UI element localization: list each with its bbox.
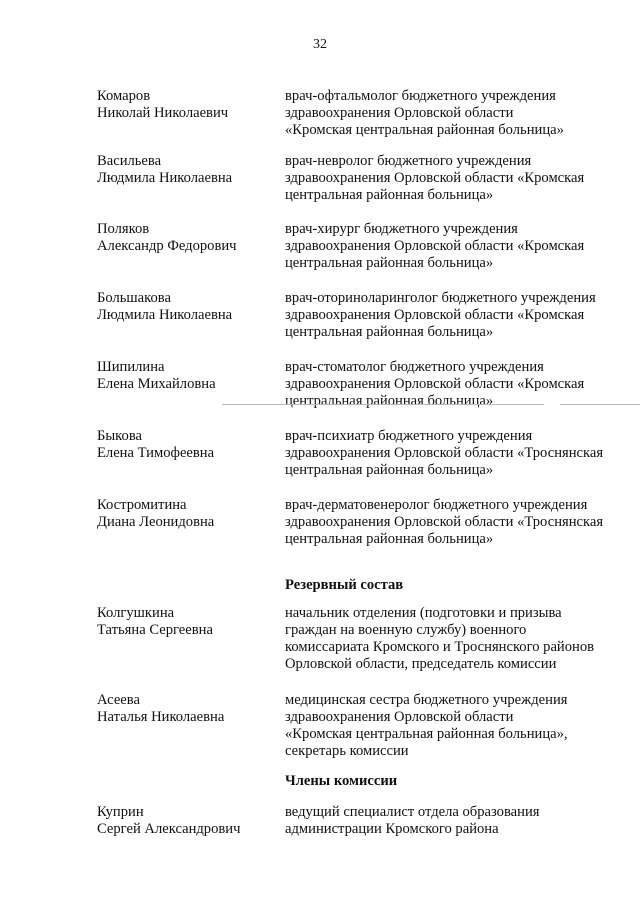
member-name [97, 497, 277, 531]
member-position [285, 605, 625, 673]
member-given-names: Татьяна Сергеевна [97, 622, 213, 638]
position-line: здравоохранения Орловской области [285, 105, 514, 121]
position-line: медицинская сестра бюджетного учреждения [285, 692, 568, 708]
member-position [285, 153, 625, 204]
member-name [97, 428, 277, 462]
position-line: врач-невролог бюджетного учреждения [285, 153, 532, 169]
member-surname: Асеева [97, 692, 140, 708]
member-given-names: Сергей Александрович [97, 821, 241, 837]
position-line: здравоохранения Орловской области «Кромская [285, 170, 585, 186]
member-given-names: Николай Николаевич [97, 105, 229, 121]
member-position [285, 359, 625, 410]
member-name [97, 290, 277, 324]
member-position [285, 290, 625, 341]
member-given-names: Наталья Николаевна [97, 709, 225, 725]
member-name [97, 221, 277, 255]
member-given-names: Елена Михайловна [97, 376, 216, 392]
member-name [97, 153, 277, 187]
position-line: здравоохранения Орловской области «Кромская [285, 307, 585, 323]
position-line: ведущий специалист отдела образования [285, 804, 540, 820]
member-surname: Быкова [97, 428, 143, 444]
position-line: центральная районная больница» [285, 462, 494, 478]
member-name [97, 359, 277, 393]
position-line: врач-хирург бюджетного учреждения [285, 221, 518, 237]
position-line: врач-оториноларинголог бюджетного учреждения [285, 290, 596, 306]
position-line: секретарь комиссии [285, 743, 409, 759]
member-surname: Васильева [97, 153, 162, 169]
position-line: центральная районная больница» [285, 531, 494, 547]
position-line: центральная районная больница» [285, 255, 494, 271]
position-line: начальник отделения (подготовки и призыва [285, 605, 562, 621]
position-line: «Кромская центральная районная больница», [285, 726, 568, 742]
member-surname: Большакова [97, 290, 171, 306]
position-line: центральная районная больница» [285, 393, 494, 409]
position-line: здравоохранения Орловской области «Троснянская [285, 514, 604, 530]
position-line: «Кромская центральная районная больница» [285, 122, 564, 138]
position-line: здравоохранения Орловской области «Кромская [285, 238, 585, 254]
member-name [97, 605, 277, 639]
member-surname: Костромитина [97, 497, 187, 513]
position-line: здравоохранения Орловской области [285, 709, 514, 725]
member-name [97, 692, 277, 726]
member-surname: Поляков [97, 221, 150, 237]
position-line: комиссариата Кромского и Троснянского районов [285, 639, 595, 655]
member-surname: Куприн [97, 804, 144, 820]
member-name [97, 88, 277, 122]
scan-artifact-line [222, 404, 544, 405]
member-given-names: Александр Федорович [97, 238, 237, 254]
member-given-names: Людмила Николаевна [97, 307, 233, 323]
member-given-names: Людмила Николаевна [97, 170, 233, 186]
position-line: администрации Кромского района [285, 821, 499, 837]
member-position [285, 692, 625, 760]
position-line: центральная районная больница» [285, 187, 494, 203]
position-line: здравоохранения Орловской области «Кромская [285, 376, 585, 392]
member-given-names: Диана Леонидовна [97, 514, 215, 530]
member-surname: Комаров [97, 88, 151, 104]
member-surname: Шипилина [97, 359, 165, 375]
position-line: Орловской области, председатель комиссии [285, 656, 557, 672]
position-line: врач-психиатр бюджетного учреждения [285, 428, 533, 444]
position-line: центральная районная больница» [285, 324, 494, 340]
member-position [285, 804, 625, 838]
position-line: врач-стоматолог бюджетного учреждения [285, 359, 544, 375]
member-position [285, 88, 625, 139]
member-position [285, 221, 625, 272]
commission-section-heading: Члены комиссии [285, 773, 398, 789]
position-line: здравоохранения Орловской области «Троснянская [285, 445, 604, 461]
scan-artifact-line [560, 404, 640, 405]
position-line: врач-дерматовенеролог бюджетного учреждения [285, 497, 588, 513]
member-given-names: Елена Тимофеевна [97, 445, 215, 461]
page-number: 32 [313, 37, 327, 52]
position-line: граждан на военную службу) военного [285, 622, 527, 638]
member-name [97, 804, 277, 838]
position-line: врач-офтальмолог бюджетного учреждения [285, 88, 556, 104]
member-surname: Колгушкина [97, 605, 175, 621]
member-position [285, 428, 625, 479]
member-position [285, 497, 625, 548]
reserve-section-heading: Резервный состав [285, 577, 404, 593]
